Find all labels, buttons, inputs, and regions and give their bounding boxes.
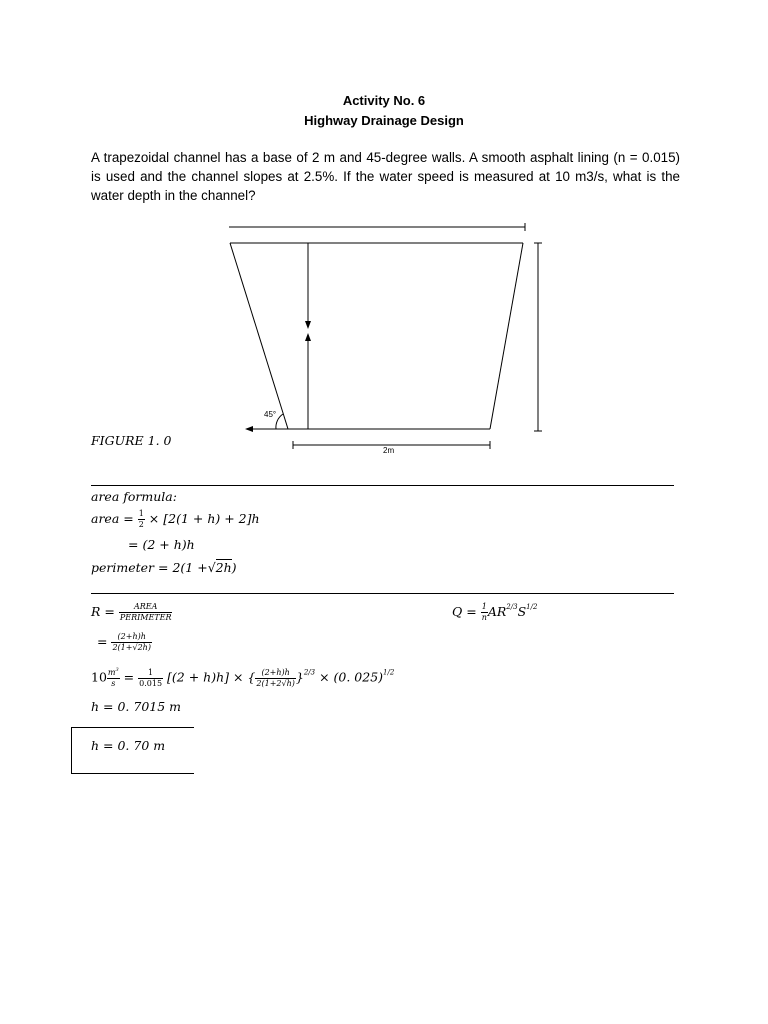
area-simplified: = (2 + h)h xyxy=(128,537,195,552)
figure-caption: FIGURE 1. 0 xyxy=(91,433,172,448)
angle-label: 45° xyxy=(264,410,277,419)
channel-figure xyxy=(0,0,768,470)
perimeter-equation: perimeter = 2(1 +√2h) xyxy=(91,560,237,575)
depth-result: h = 0. 7015 m xyxy=(91,699,182,714)
r-equation: R = $\frac{\text{AREA}}{\text{PERIMETER}}$ xyxy=(91,602,172,622)
problem-statement: A trapezoidal channel has a base of 2 m and 45-degree walls. A smooth asphalt lining (n = 0.015) is used and the channel slopes at 2.5%. If the water speed is measured at 10 m3/s, what is the water depth in the channel? xyxy=(91,150,680,203)
topic-title: Highway Drainage Design xyxy=(304,113,464,128)
left-wall xyxy=(230,243,288,429)
angle-arc xyxy=(276,414,283,429)
right-wall xyxy=(490,243,523,429)
divider-2 xyxy=(91,593,674,594)
final-answer: h = 0. 70 m xyxy=(91,738,166,753)
r-substituted: = $\frac{(2+h)h}{2(1+√2h)}$ xyxy=(97,632,151,652)
base-label: 2m xyxy=(383,446,395,455)
q-equation: Q = $\frac{1}{n}$ $AR^{2/3}S^{1/2}$ xyxy=(452,602,538,622)
area-heading: area formula: xyxy=(91,489,177,504)
area-equation: area = $\frac{1}{2}$ × [2(1 + h) + 2]h xyxy=(91,509,260,529)
divider-1 xyxy=(91,485,674,486)
manning-equation: 10 $\frac{m^3}{s}$ = $\frac{1}{0.015}$ [(2 + h)h] × { $\frac{(2+h)h}{2(1+2√h)}$ }$^{2/3}$ × (0. 025)$^{1/2}$ xyxy=(91,667,395,688)
activity-title: Activity No. 6 xyxy=(342,93,426,108)
